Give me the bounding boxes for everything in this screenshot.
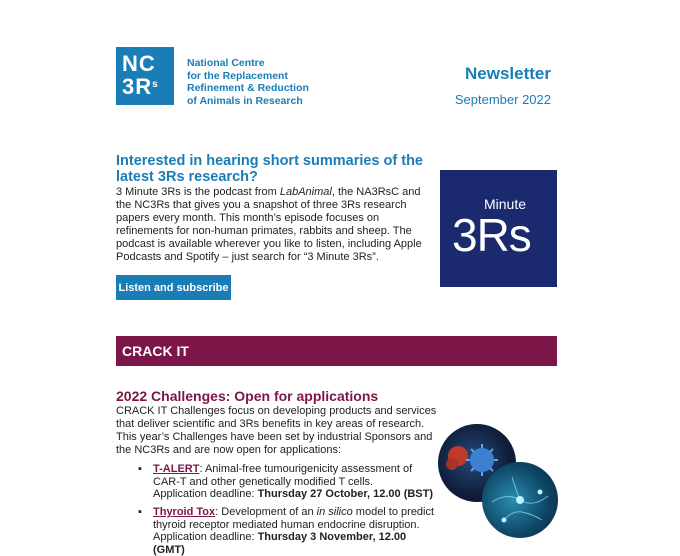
logo-line2: $3R^s$ (122, 74, 159, 99)
org-line-3: Refinement & Reduction (187, 82, 309, 94)
org-name (187, 57, 309, 107)
challenges-heading: 2022 Challenges: Open for applications (116, 388, 379, 404)
org-line-4: of Animals in Research (187, 94, 303, 107)
nc3rs-logo[interactable] (116, 47, 174, 105)
podcast-paragraph: 3 Minute 3Rs is the podcast from LabAnimal, the NA3RsC and the NC3Rs that gives you a snapshot of three 3Rs research papers every month. This month’s episode focuses on refinements for non-human primates, rabbits and sheep. The podcast is available wherever you like to listen, including Apple Podcasts and Spotify – just search for “3 Minute 3Rs”. (116, 186, 422, 263)
deadline: Thursday 27 October, 12.00 (BST) (257, 488, 434, 500)
podcast-heading: Interested in hearing short summaries of the latest 3Rs research? (116, 153, 423, 185)
newsletter-date: September 2022 (454, 92, 551, 107)
podcast-cover-image[interactable] (440, 170, 557, 287)
crack-it-banner (116, 336, 557, 366)
crack-it-title: CRACK IT (122, 343, 189, 359)
podcast-image-3rs: 3Rs (452, 209, 531, 261)
podcast-image-minute: Minute (484, 196, 527, 212)
org-line-2: for the Replacement (187, 69, 288, 82)
thyroid-tox-link[interactable]: Thyroid Tox (153, 506, 216, 518)
logo-line1: NC (122, 51, 156, 76)
list-item: ▪ Thyroid Tox: Development of an in silico model to predict thyroid receptor mediated human endocrine disruption. Application deadline: Thursday 3 November, 12.00 (GMT) (138, 506, 435, 556)
challenges-paragraph: CRACK IT Challenges focus on developing products and services that deliver scientific and 3Rs benefits in key areas of research. This year’s Challenges have been set by industrial Sponsors and the NC3Rs and are now open for applications: (116, 405, 437, 456)
t-alert-link[interactable]: T-ALERT (153, 463, 200, 475)
newsletter-title: Newsletter (465, 64, 551, 83)
org-line-1: National Centre (187, 57, 265, 69)
deadline: Thursday 3 November, 12.00 (GMT) (153, 531, 407, 556)
listen-subscribe-button[interactable]: Listen and subscribe (116, 275, 231, 300)
bullet-icon: ▪ (138, 463, 142, 475)
list-item: ▪ T-ALERT: Animal-free tumourigenicity assessment of CAR-T and other genetically modified T cells. Application deadline: Thursday 27 October, 12.00 (BST) (138, 463, 434, 500)
bullet-icon: ▪ (138, 506, 142, 518)
neuron-network-image (482, 462, 558, 538)
